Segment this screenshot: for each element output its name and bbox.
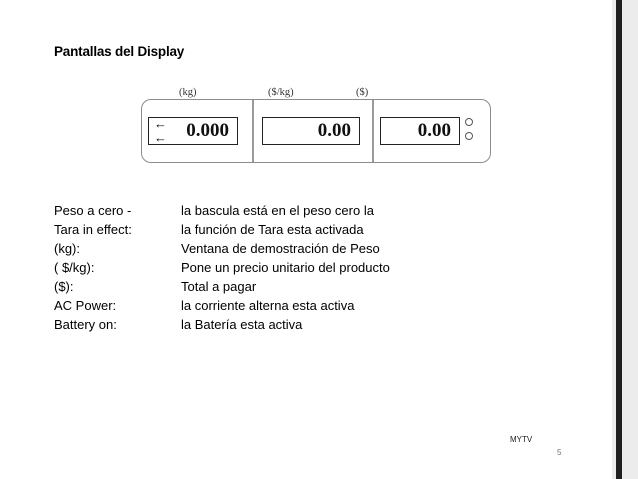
definition-term: ( $/kg): — [54, 260, 95, 275]
definition-desc: la corriente alterna esta activa — [181, 298, 355, 313]
definition-desc: la bascula está en el peso cero la — [181, 203, 374, 218]
definition-term: Tara in effect: — [54, 222, 132, 237]
total-screen: 0.00 — [380, 117, 460, 145]
scale-display-panel — [141, 99, 491, 163]
definition-desc: Ventana de demostración de Peso — [181, 241, 380, 256]
definition-term: (kg): — [54, 241, 80, 256]
definition-desc: la función de Tara esta activada — [181, 222, 364, 237]
definition-desc: Pone un precio unitario del producto — [181, 260, 390, 275]
definition-term: ($): — [54, 279, 74, 294]
display-label-total: ($) — [356, 87, 369, 98]
display-label-price-per-kg: ($/kg) — [268, 87, 294, 98]
weight-screen: 0.000 — [148, 117, 238, 145]
battery-lamp-icon — [465, 132, 473, 140]
panel-divider — [252, 100, 254, 162]
page-number: 5 — [557, 448, 562, 457]
panel-divider — [372, 100, 374, 162]
ac-power-lamp-icon — [465, 118, 473, 126]
display-label-kg: (kg) — [179, 87, 197, 98]
definition-term: Peso a cero - — [54, 203, 132, 218]
definition-desc: la Batería esta activa — [181, 317, 303, 332]
definition-desc: Total a pagar — [181, 279, 257, 294]
zero-arrow-icon: ← — [154, 130, 167, 145]
definition-term: AC Power: — [54, 298, 117, 313]
tara-arrow-icon: ← — [154, 116, 167, 131]
right-edge-dark-stripe — [616, 0, 622, 479]
unit-price-screen: 0.00 — [262, 117, 360, 145]
slide-heading: Pantallas del Display — [54, 44, 185, 59]
footer-mark: MYTV — [510, 435, 533, 444]
definition-term: Battery on: — [54, 317, 117, 332]
